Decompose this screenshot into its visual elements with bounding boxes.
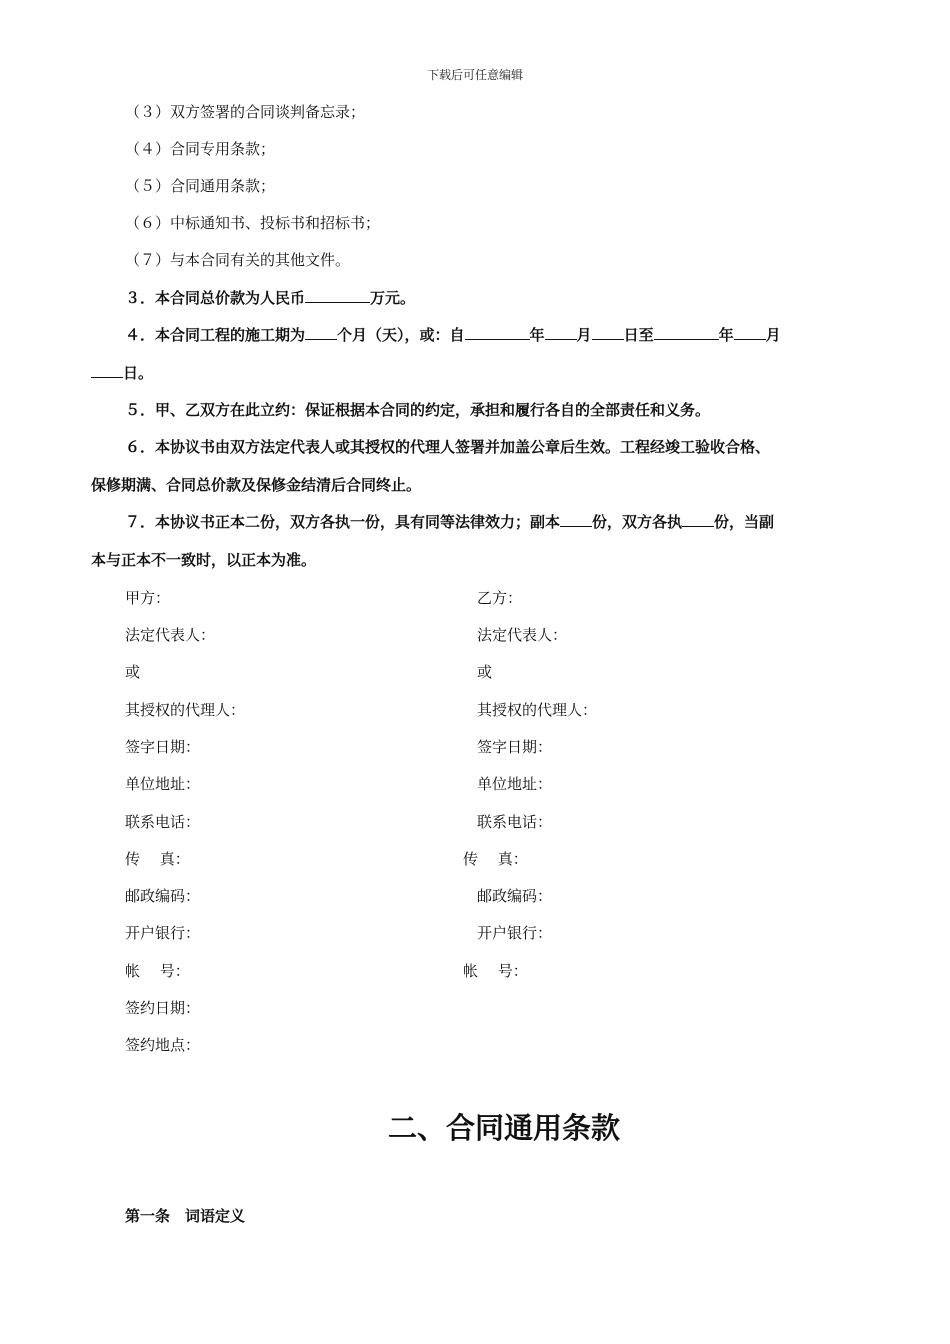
clause-3-text: ３．本合同总价款为人民币: [125, 289, 306, 307]
list-item: （４）合同专用条款；: [125, 140, 276, 158]
blank-field: [560, 512, 592, 527]
clause-6-line2: 保修期满、合同总价款及保修金结清后合同终止。: [91, 476, 422, 494]
blank-field: [91, 363, 123, 378]
clause-4: [125, 325, 781, 345]
party-a-fax: 传 真：: [125, 850, 190, 868]
party-b-agent: 其授权的代理人：: [477, 701, 598, 719]
list-item: （６）中标通知书、投标书和招标书；: [125, 214, 381, 232]
party-b-bank: 开户银行：: [477, 924, 553, 942]
clause-7-line2: 本与正本不一致时，以正本为准。: [91, 551, 317, 569]
party-b-name: 乙方：: [477, 589, 523, 607]
clause-4-text: 月: [765, 326, 781, 344]
blank-field: [654, 325, 719, 340]
header-watermark: 下载后可任意编辑: [426, 68, 523, 82]
party-b-legal-rep: 法定代表人：: [477, 626, 568, 644]
list-item: （３）双方签署的合同谈判备忘录；: [125, 103, 366, 121]
party-a-name: 甲方：: [125, 589, 171, 607]
party-a-sign-date: 签字日期：: [125, 738, 201, 756]
signing-date: 签约日期：: [125, 999, 201, 1017]
clause-7-text: ７．本协议书正本二份，双方各执一份，具有同等法律效力；副本: [125, 513, 561, 531]
clause-4-text: ４．本合同工程的施工期为: [125, 326, 306, 344]
clause-7-text: 份，双方各执: [592, 513, 683, 531]
blank-field: [734, 325, 766, 340]
blank-field: [545, 325, 577, 340]
party-a-legal-rep: 法定代表人：: [125, 626, 216, 644]
party-a-phone: 联系电话：: [125, 813, 201, 831]
clause-5: ５．甲、乙双方在此立约：保证根据本合同的约定，承担和履行各自的全部责任和义务。: [125, 401, 711, 419]
clause-4-text: 年: [718, 326, 734, 344]
party-a-account: 帐 号：: [125, 962, 190, 980]
party-b-phone: 联系电话：: [477, 813, 553, 831]
party-b-address: 单位地址：: [477, 775, 553, 793]
party-a-postcode: 邮政编码：: [125, 887, 201, 905]
blank-field: [592, 325, 624, 340]
clause-4-cont: [91, 363, 153, 383]
list-item: （７）与本合同有关的其他文件。: [125, 251, 351, 269]
party-a-address: 单位地址：: [125, 775, 201, 793]
article-1-heading: 第一条 词语定义: [125, 1207, 246, 1225]
party-b-postcode: 邮政编码：: [477, 887, 553, 905]
section-title: 二、合同通用条款: [387, 1111, 620, 1145]
blank-field: [465, 325, 530, 340]
clause-4-text: 个月（天），或：自: [337, 326, 465, 344]
clause-4-text: 月: [576, 326, 592, 344]
party-b-or: 或: [477, 663, 493, 681]
clause-4-text: 日至: [623, 326, 654, 344]
blank-field: [682, 512, 714, 527]
clause-4-text: 日。: [123, 364, 154, 382]
clause-7-text: 份，当副: [714, 513, 775, 531]
party-a-bank: 开户银行：: [125, 924, 201, 942]
clause-4-text: 年: [529, 326, 545, 344]
party-a-agent: 其授权的代理人：: [125, 701, 246, 719]
blank-field: [305, 325, 337, 340]
signing-place: 签约地点：: [125, 1036, 201, 1054]
clause-7: [125, 512, 774, 532]
party-b-account: 帐 号：: [463, 962, 528, 980]
blank-field: [305, 288, 370, 303]
party-b-sign-date: 签字日期：: [477, 738, 553, 756]
list-item: （５）合同通用条款；: [125, 177, 276, 195]
clause-3-unit: 万元。: [370, 289, 416, 307]
party-a-or: 或: [125, 663, 141, 681]
clause-3: [125, 288, 415, 308]
party-b-fax: 传 真：: [463, 850, 528, 868]
clause-6-line1: ６．本协议书由双方法定代表人或其授权的代理人签署并加盖公章后生效。工程经竣工验收合格、: [125, 438, 771, 456]
